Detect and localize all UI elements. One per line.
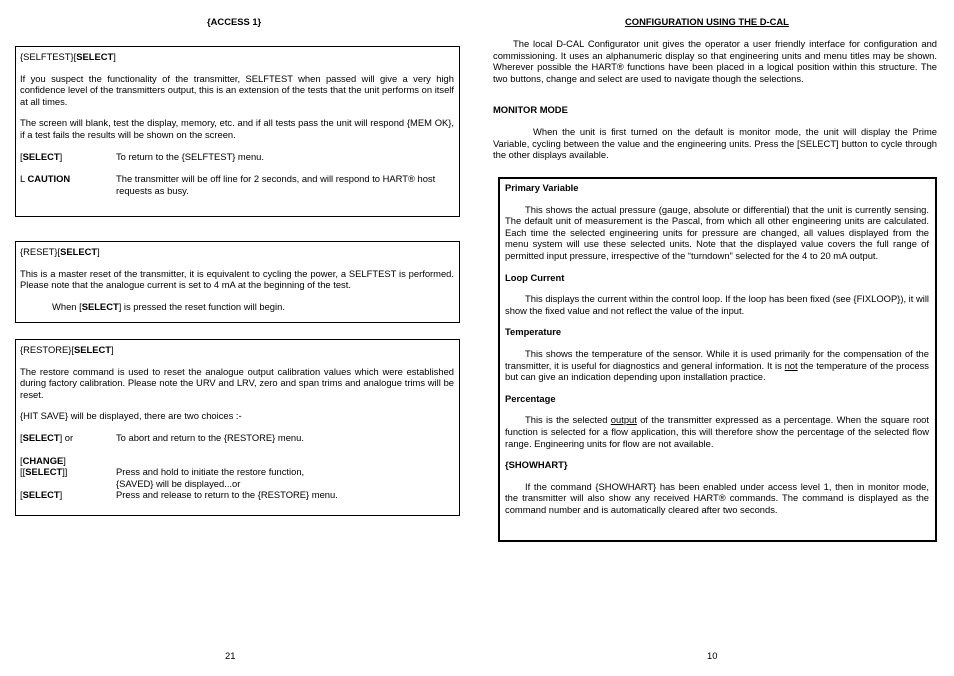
- restore-heading: {RESTORE}[SELECT]: [20, 344, 114, 355]
- caution-icon: L: [20, 173, 28, 185]
- reset-heading: {RESET}[SELECT]: [20, 246, 100, 257]
- selftest-select-row: [SELECT] To return to the {SELFTEST} menu.: [20, 150, 264, 162]
- right-page-number: 10: [707, 650, 718, 661]
- reset-paragraph-2: When [SELECT] is pressed the reset function will begin.: [52, 300, 285, 312]
- selftest-box: [15, 46, 460, 217]
- primary-variable-heading: Primary Variable: [505, 182, 579, 193]
- showhart-text: If the command {SHOWHART} has been enabled under access level 1, then in monitor mode, the transmitter will also show any received HART® commands. The command is displayed as the command number and is automatically cleared after two seconds.: [505, 480, 929, 515]
- restore-release-row: [SELECT] Press and release to return to the {RESTORE} menu.: [20, 489, 338, 501]
- loop-current-heading: Loop Current: [505, 271, 565, 283]
- restore-select-row: [SELECT] or To abort and return to the {RESTORE} menu.: [20, 431, 304, 443]
- reset-box: [15, 241, 460, 323]
- primary-variable-text: This shows the actual pressure (gauge, absolute or differential) that the unit is currently sensing. The default unit of measurement is the Pascal, from which all other engineering units are calculated. Each time the selected engineering units for pressure are changed, all values displayed from the menu system will use these selected units. Note that the displayed value covers the full range of permitted input pressure, irrespective of the “turndown” selected for the 4 to 20 mA output.: [505, 203, 929, 261]
- restore-box: [15, 339, 460, 516]
- right-page-title: CONFIGURATION USING THE D-CAL: [625, 16, 789, 27]
- percentage-heading: Percentage: [505, 392, 556, 404]
- restore-paragraph-1: The restore command is used to reset the analogue output calibration values which were established during factory calibration. Please note the URV and LRV, zero and span trims and analogue trims will be reset.: [20, 365, 454, 400]
- selftest-caution-row: L CAUTION The transmitter will be off line for 2 seconds, and will respond to HART® host requests as busy.: [20, 173, 436, 196]
- showhart-heading: {SHOWHART}: [505, 459, 568, 471]
- temperature-text: This shows the temperature of the sensor. While it is used primarily for the compensation of the transmitter, it is useful for diagnostics and general information. It is not the temperature of the process but can give an indication depending upon installation practice.: [505, 347, 929, 383]
- restore-hold-row: [[SELECT]] Press and hold to initiate the restore function, {SAVED} will be displayed...or: [20, 466, 305, 489]
- reset-paragraph-1: This is a master reset of the transmitter, it is equivalent to cycling the power, a SELFTEST is performed. Please note that the analogue current is set to 4 mA at the beginning of the test.: [20, 267, 454, 291]
- monitor-mode-paragraph: When the unit is first turned on the default is monitor mode, the unit will display the Prime Variable, cycling between the value and the engineering units. Press the [SELECT] button to cycle through the other displays available.: [493, 126, 937, 161]
- restore-paragraph-2: {HIT SAVE} will be displayed, there are two choices :-: [20, 410, 242, 422]
- selftest-heading: {SELFTEST}[SELECT]: [20, 51, 116, 62]
- monitor-mode-heading: MONITOR MODE: [493, 104, 568, 115]
- displays-box: [498, 177, 937, 542]
- selftest-paragraph-1: If you suspect the functionality of the transmitter, SELFTEST when passed will give a very high confidence level of the transmitters output, this is an extension of the tests that the unit performs on itself at all times.: [20, 72, 454, 107]
- percentage-text: This is the selected output of the transmitter expressed as a percentage. When the square root function is selected for a flow application, this will therefore show the percentage of the selected flow range. Engineering units for flow are not available.: [505, 414, 929, 449]
- left-page-title: {ACCESS 1}: [207, 16, 262, 27]
- intro-paragraph: The local D-CAL Configurator unit gives the operator a user friendly interface for configuration and commissioning. It uses an alphanumeric display so that engineering units and menu titles may be shown. Wherever possible the HART® functions have been placed in a logical position within this structure. The two buttons, change and select are used to navigate though the selections.: [493, 38, 937, 84]
- selftest-paragraph-2: The screen will blank, test the display, memory, etc. and if all tests pass the unit will respond {MEM OK}, if a test fails the results will be shown on the screen.: [20, 117, 454, 140]
- left-page-number: 21: [225, 650, 236, 661]
- loop-current-text: This displays the current within the control loop. If the loop has been fixed (see {FIXLOOP}), it will show the fixed value and not reflect the value of the input.: [505, 293, 929, 316]
- temperature-heading: Temperature: [505, 326, 562, 338]
- restore-change-row: [CHANGE]: [20, 454, 66, 466]
